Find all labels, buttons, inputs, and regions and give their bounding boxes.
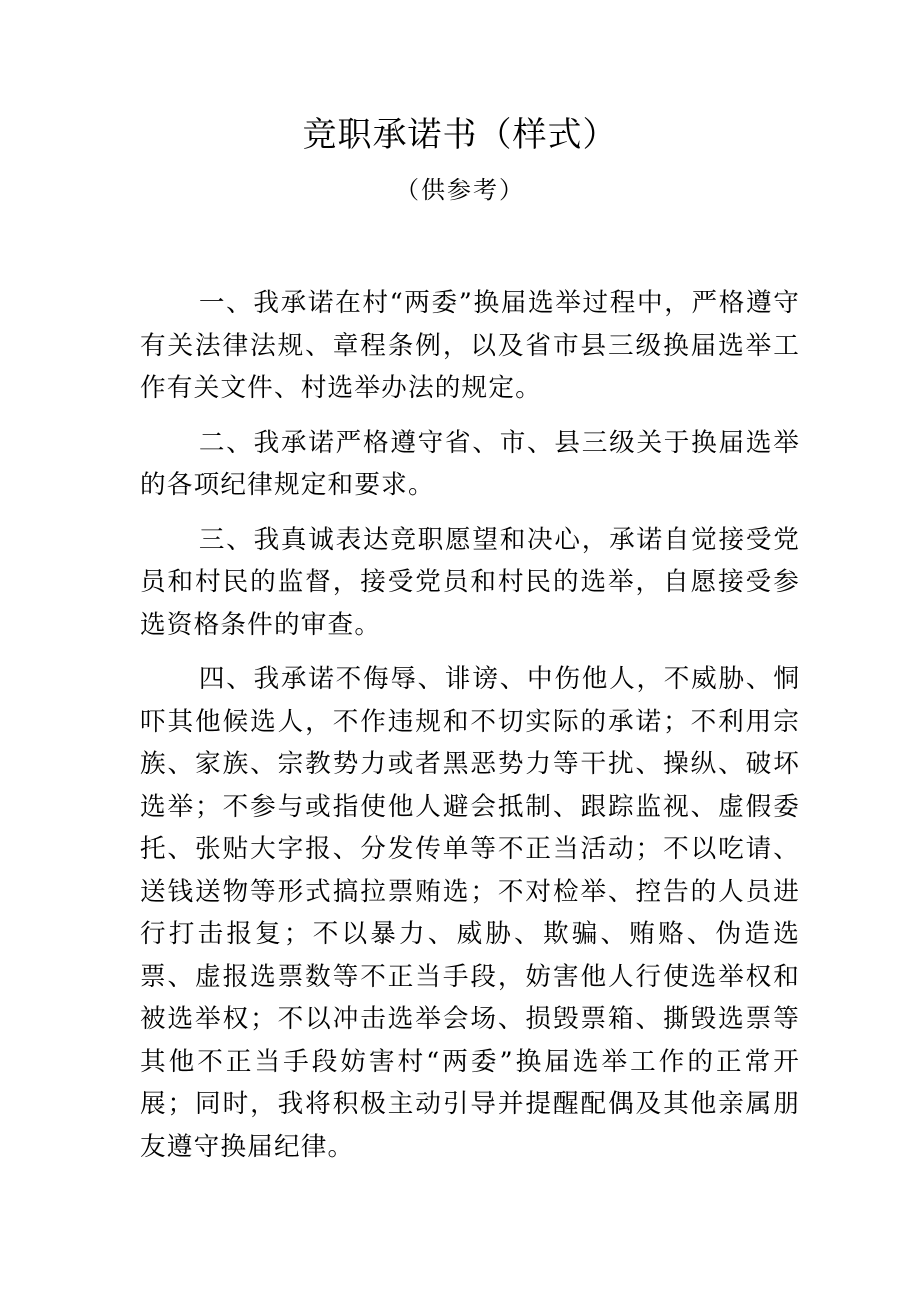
document-subtitle: （供参考）: [395, 176, 525, 204]
paragraph-4: 四、我承诺不侮辱、诽谤、中伤他人，不威胁、恫吓其他候选人，不作违规和不切实际的承诺；不利用宗族、家族、宗教势力或者黑恶势力等干扰、操纵、破坏选举；不参与或指使他人避会抵制、跟踪监视、虚假委托、张贴大字报、分发传单等不正当活动；不以吃请、送钱送物等形式搞拉票贿选；不对检举、控告的人员进行打击报复；不以暴力、威胁、欺骗、贿赂、伪造选票、虚报选票数等不正当手段，妨害他人行使选举权和被选举权；不以冲击选举会场、损毁票箱、撕毁选票等其他不正当手段妨害村“两委”换届选举工作的正常开展；同时，我将积极主动引导并提醒配偶及其他亲属朋友遵守换届纪律。: [140, 664, 800, 1162]
paragraph-3: 三、我真诚表达竞职愿望和决心，承诺自觉接受党员和村民的监督，接受党员和村民的选举，自愿接受参选资格条件的审查。: [140, 524, 800, 640]
paragraph-1: 一、我承诺在村“两委”换届选举过程中，严格遵守有关法律法规、章程条例，以及省市县三级换届选举工作有关文件、村选举办法的规定。: [140, 288, 800, 403]
document-body: [140, 282, 800, 1180]
paragraph-2: 二、我承诺严格遵守省、市、县三级关于换届选举的各项纪律规定和要求。: [140, 427, 800, 500]
document-title: 竞职承诺书（样式）: [302, 115, 618, 155]
